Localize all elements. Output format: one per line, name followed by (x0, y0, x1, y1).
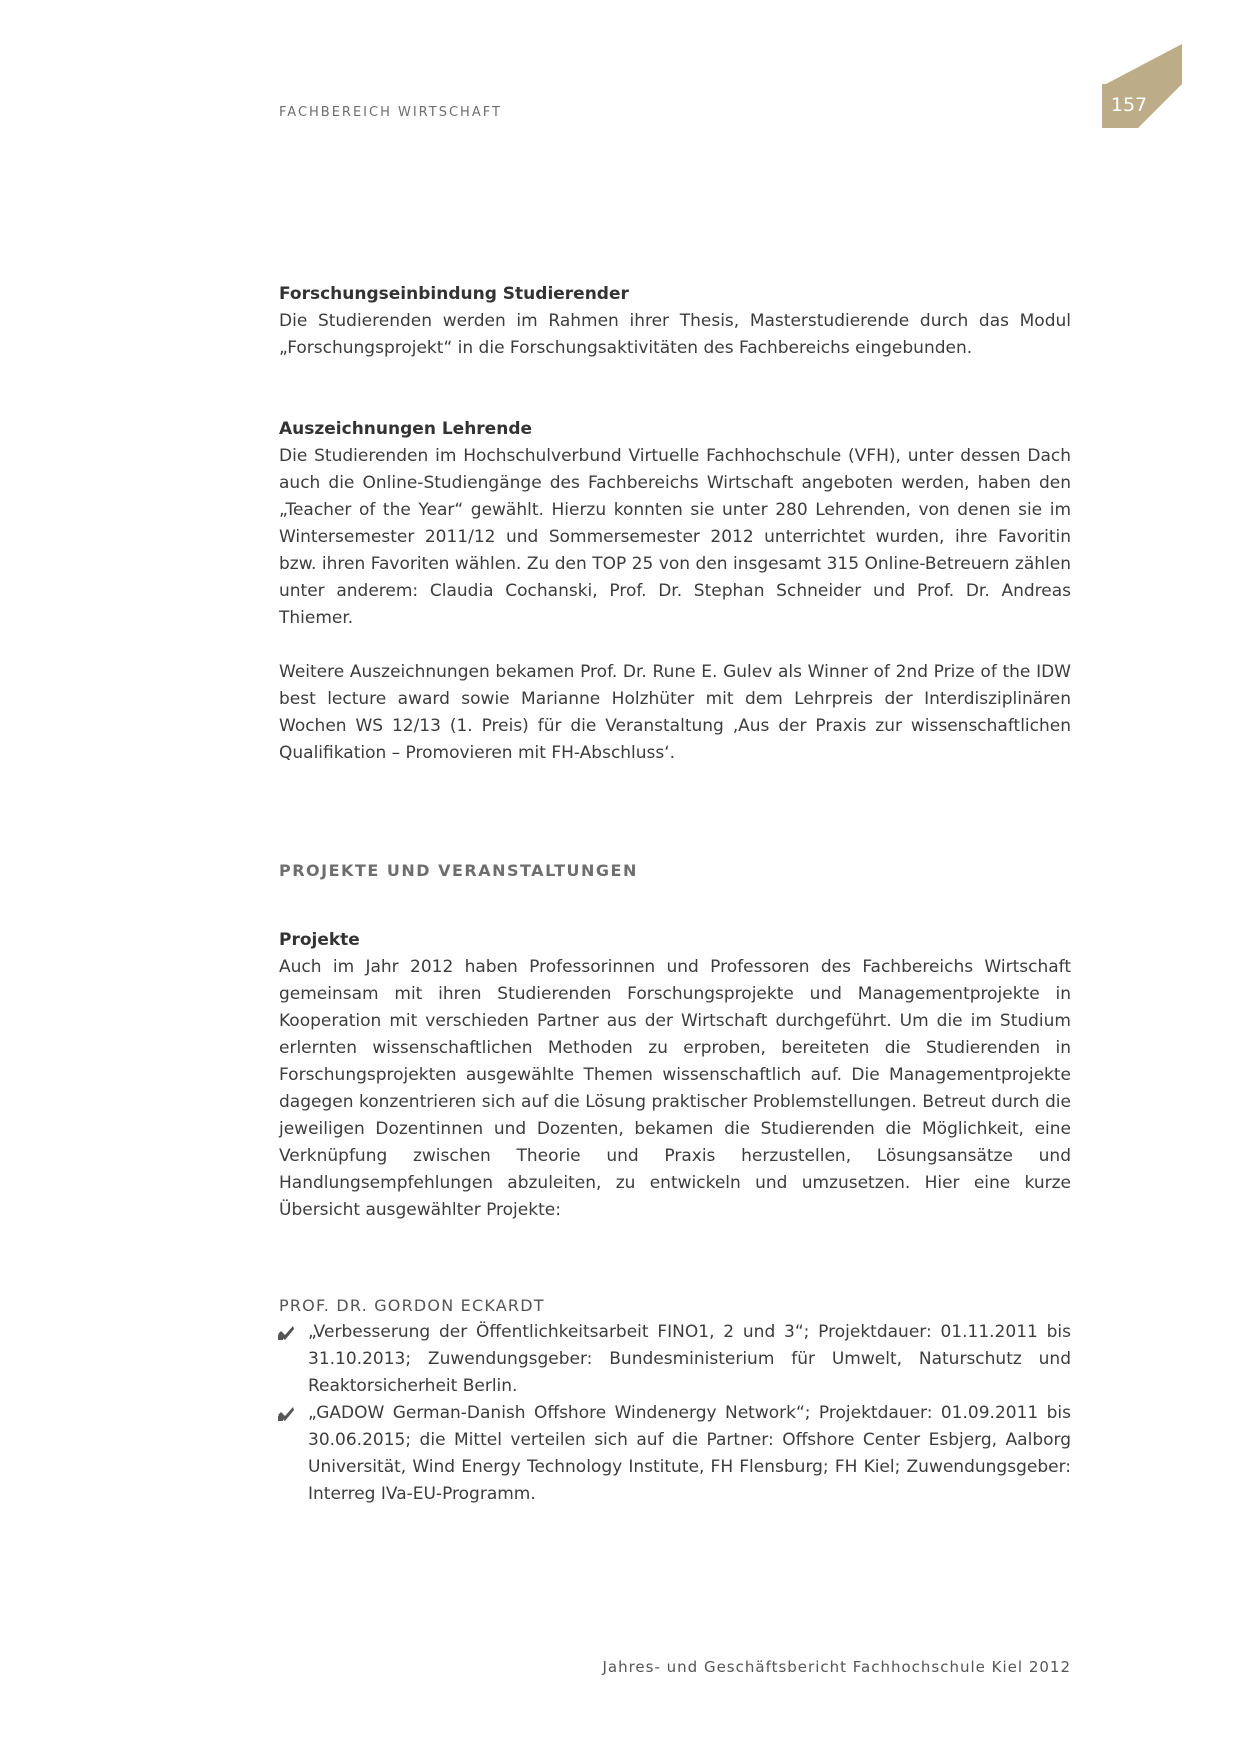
paragraph-auszeichnungen-2: Weitere Auszeichnungen bekamen Prof. Dr. Rune E. Gulev als Winner of 2nd Prize of the IDW best lecture award sowie Marianne Holzhüter mit dem Lehrpreis der Interdisziplinären Wochen WS 12/13 (1. Preis) für die Veranstaltung ‚Aus der Praxis zur wissenschaftlichen Qualifikation – Promovieren mit FH-Abschluss‘. (279, 662, 1071, 763)
heading-projekte: Projekte (279, 930, 360, 950)
running-head: FACHBEREICH WIRTSCHAFT (279, 105, 502, 120)
project-item-text: „GADOW German-Danish Offshore Windenergy Network“; Projektdauer: 01.09.2011 bis 30.06.2015; die Mittel verteilen sich auf die Partner: Offshore Center Esbjerg, Aalborg Universität, Wind Energy Technology Institute, FH Flensburg; FH Kiel; Zuwendungsgeber: Interreg IVa-EU-Programm. (308, 1403, 1071, 1504)
footer-text: Jahres- und Geschäftsbericht Fachhochschule Kiel 2012 (602, 1658, 1071, 1676)
main-content (279, 281, 1071, 1508)
heading-auszeichnungen: Auszeichnungen Lehrende (279, 419, 533, 439)
project-item-text: „Verbesserung der Öffentlichkeitsarbeit FINO1, 2 und 3“; Projektdauer: 01.11.2011 bis 31.10.2013; Zuwendungsgeber: Bundesministerium für Umwelt, Naturschutz und Reaktorsicherheit Berlin. (308, 1322, 1071, 1396)
list-item (279, 1319, 1071, 1400)
checkmark-icon (277, 1325, 295, 1341)
section-heading-projekte-veranstaltungen: PROJEKTE UND VERANSTALTUNGEN (279, 861, 638, 880)
person-name: PROF. DR. GORDON ECKARDT (279, 1296, 545, 1315)
page-number: 157 (1110, 94, 1148, 116)
paragraph-projekte: Auch im Jahr 2012 haben Professorinnen und Professoren des Fachbereichs Wirtschaft gemeinsam mit ihren Studierenden Forschungsprojekte und Managementprojekte in Kooperation mit verschieden Partner aus der Wirtschaft durchgeführt. Um die im Studium erlernten wissenschaftlichen Methoden zu erproben, bereiteten die Studierenden in Forschungsprojekten ausgewählte Themen wissenschaftlich auf. Die Managementprojekte dagegen konzentrieren sich auf die Lösung praktischer Problemstellungen. Betreut durch die jeweiligen Dozentinnen und Dozenten, bekamen die Studierenden die Möglichkeit, eine Verknüpfung zwischen Theorie und Praxis herzustellen, Lösungsansätze und Handlungsempfehlungen abzuleiten, zu entwickeln und umzusetzen. Hier eine kurze Übersicht ausgewählter Projekte: (279, 957, 1071, 1220)
project-list (279, 1319, 1071, 1508)
checkmark-icon (277, 1406, 295, 1422)
paragraph-auszeichnungen-1: Die Studierenden im Hochschulverbund Virtuelle Fachhochschule (VFH), unter dessen Dach auch die Online-Studiengänge des Fachbereichs Wirtschaft angeboten werden, haben den „Teacher of the Year“ gewählt. Hierzu konnten sie unter 280 Lehrenden, von denen sie im Wintersemester 2011/12 und Sommersemester 2012 unterrichtet wurden, ihre Favoritin bzw. ihren Favoriten wählen. Zu den TOP 25 von den insgesamt 315 Online-Betreuern zählen unter anderem: Claudia Cochanski, Prof. Dr. Stephan Schneider und Prof. Dr. Andreas Thiemer. (279, 446, 1071, 628)
paragraph-forschungseinbindung: Die Studierenden werden im Rahmen ihrer Thesis, Masterstudierende durch das Modul „Forschungsprojekt“ in die Forschungsaktivitäten des Fachbereichs eingebunden. (279, 311, 1071, 358)
list-item (279, 1400, 1071, 1508)
heading-forschungseinbindung: Forschungseinbindung Studierender (279, 284, 629, 304)
